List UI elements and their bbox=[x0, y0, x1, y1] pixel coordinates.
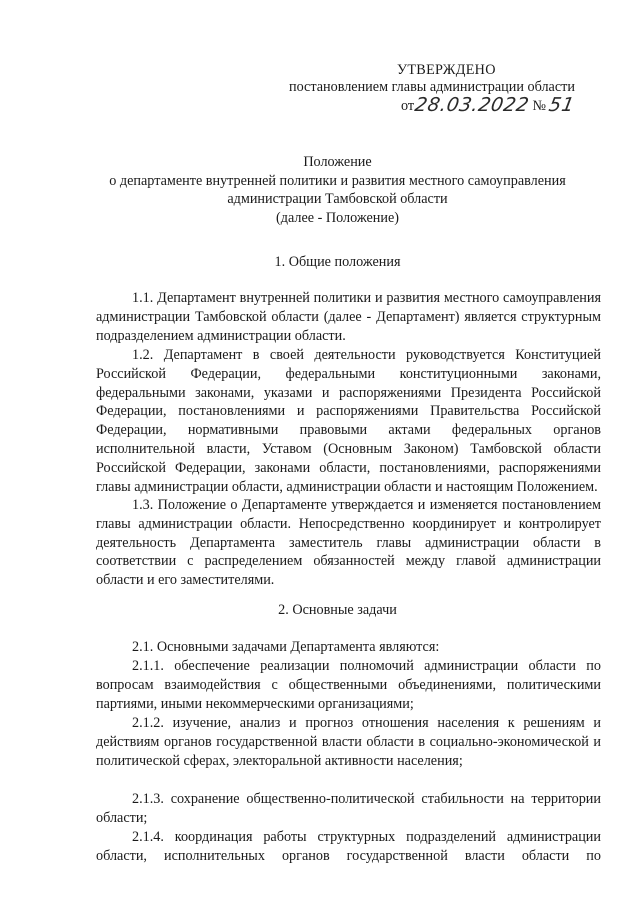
paragraph-2-1-4: 2.1.4. координация работы структурных подразделений администрации области, исполнительных органов государственной власти области по bbox=[96, 829, 601, 864]
approval-stamp bbox=[285, 62, 605, 115]
paragraph-1-1: 1.1. Департамент внутренней политики и развития местного самоуправления администрации Тамбовской области (далее - Департамент) является структурным подразделением администрации области. bbox=[96, 290, 601, 344]
paragraph-2-1-2: 2.1.2. изучение, анализ и прогноз отношения населения к решениям и действиям органов государственной власти области в социально-экономической и политической сферах, электоральной активности населения; bbox=[96, 715, 601, 769]
document-title-line2: о департаменте внутренней политики и развития местного самоуправления bbox=[109, 172, 566, 189]
paragraph-2-1-1: 2.1.1. обеспечение реализации полномочий администрации области по вопросам взаимодействия с общественными объединениями, политическими партиями, иными некоммерческими организациями; bbox=[96, 658, 601, 712]
handwritten-date: 28.03.2022 bbox=[413, 94, 531, 116]
handwritten-number: 51 bbox=[547, 94, 577, 116]
document-title bbox=[60, 153, 615, 227]
approval-date-line bbox=[285, 96, 605, 115]
section-2-heading: 2. Основные задачи bbox=[278, 602, 397, 618]
approval-date-prefix: от bbox=[401, 98, 415, 114]
approval-title: УТВЕРЖДЕНО bbox=[397, 62, 496, 78]
document-title-line1: Положение bbox=[303, 154, 372, 170]
document-title-line3: администрации Тамбовской области bbox=[227, 191, 448, 207]
paragraph-2-1: 2.1. Основными задачами Департамента являются: bbox=[132, 639, 440, 655]
document-title-line4: (далее - Положение) bbox=[276, 209, 399, 226]
approval-decree-line: постановлением главы администрации области bbox=[289, 79, 575, 95]
section-1-heading: 1. Общие положения bbox=[274, 254, 401, 270]
paragraph-1-2: 1.2. Департамент в своей деятельности руководствуется Конституцией Российской Федерации, федеральными конституционными законами, федеральными законами, указами и распоряжениями Президента Российской Федерации, постановлениями и распоряжениями Правительства Российской Федерации, нормативными правовыми актами федеральных органов исполнительной власти, Уставом (Основным Законом) Тамбовской области Российской Федерации, законами области, постановлениями, распоряжениями главы администрации области, администрации области и настоящим Положением. bbox=[96, 347, 601, 495]
approval-number-label: № bbox=[532, 98, 546, 114]
paragraph-1-3: 1.3. Положение о Департаменте утверждается и изменяется постановлением главы администрации области. Непосредственно координирует и контролирует деятельность Департамента заместитель главы администрации области в соответствии с распределением обязанностей между главой администрации области и его заместителями. bbox=[96, 497, 601, 589]
paragraph-2-1-3: 2.1.3. сохранение общественно-политической стабильности на территории области; bbox=[96, 791, 601, 826]
